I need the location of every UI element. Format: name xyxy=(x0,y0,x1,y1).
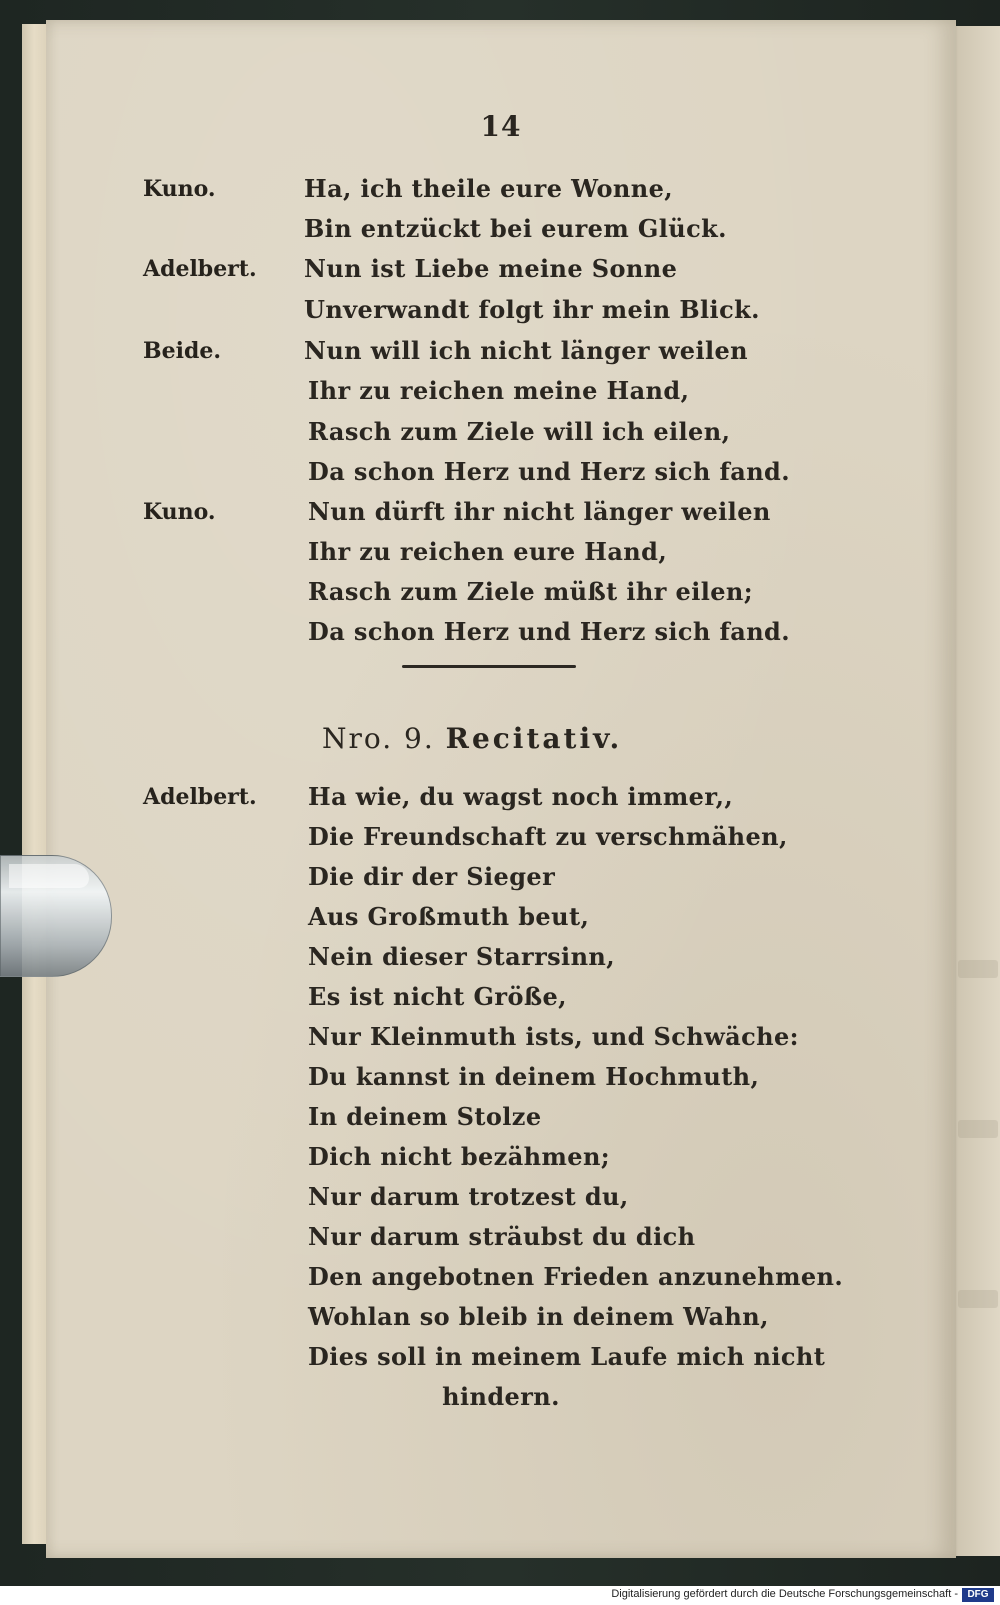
book-page xyxy=(46,20,956,1558)
verse-text: Du kannst in deinem Hochmuth, xyxy=(308,1062,760,1091)
recitativ-text xyxy=(46,20,956,1558)
glass-highlight xyxy=(9,864,89,888)
verse-line xyxy=(46,898,956,938)
verse-line xyxy=(46,1338,956,1378)
verse-text: Dies soll in meinem Laufe mich nicht xyxy=(308,1342,826,1371)
verse-text: hindern. xyxy=(442,1382,560,1411)
verse-text: Nur Kleinmuth ists, und Schwäche: xyxy=(308,1022,799,1051)
verse-line xyxy=(46,978,956,1018)
dfg-logo: DFG xyxy=(962,1588,994,1602)
verse-line xyxy=(46,1258,956,1298)
verse-line xyxy=(46,858,956,898)
verse-text: Unverwandt folgt ihr mein Blick. xyxy=(304,295,760,324)
verse-line xyxy=(46,1018,956,1058)
verse-text: Den angebotnen Frieden anzunehmen. xyxy=(308,1262,844,1291)
verse-line xyxy=(46,778,956,818)
verse-line xyxy=(46,1138,956,1178)
page-number: 14 xyxy=(480,110,522,143)
verse-text: Die Freundschaft zu verschmähen, xyxy=(308,822,788,851)
verse-text: Rasch zum Ziele will ich eilen, xyxy=(308,417,731,446)
verse-line xyxy=(46,1178,956,1218)
verse-line xyxy=(46,818,956,858)
verse-text: Nun ist Liebe meine Sonne xyxy=(304,254,678,283)
verse-line xyxy=(46,938,956,978)
verse-text: Da schon Herz und Herz sich fand. xyxy=(308,617,790,646)
verse-text: Es ist nicht Größe, xyxy=(308,982,567,1011)
verse-line xyxy=(46,1298,956,1338)
verse-text: Da schon Herz und Herz sich fand. xyxy=(308,457,790,486)
verse-line xyxy=(46,1218,956,1258)
facing-page-bleed-mark xyxy=(958,960,998,978)
verse-text: Rasch zum Ziele müßt ihr eilen; xyxy=(308,577,754,606)
verse-text: Nur darum trotzest du, xyxy=(308,1182,629,1211)
verse-text: Wohlan so bleib in deinem Wahn, xyxy=(308,1302,769,1331)
verse-text: Nun dürft ihr nicht länger weilen xyxy=(308,497,771,526)
section-number: Nro. 9. xyxy=(322,722,435,755)
facing-page-bleed-mark xyxy=(958,1290,998,1308)
verse-text: Nein dieser Starrsinn, xyxy=(308,942,616,971)
verse-line xyxy=(46,1098,956,1138)
verse-text: Ihr zu reichen eure Hand, xyxy=(308,537,668,566)
footer-credit: Digitalisierung gefördert durch die Deutsche Forschungsgemeinschaft - xyxy=(611,1588,958,1600)
digitization-footer xyxy=(0,1586,1000,1605)
verse-text: Die dir der Sieger xyxy=(308,862,556,891)
speaker-name: Kuno. xyxy=(143,176,216,202)
verse-text: Dich nicht bezähmen; xyxy=(308,1142,611,1171)
verse-text: Ha wie, du wagst noch immer,, xyxy=(308,782,734,811)
verse-text: Nun will ich nicht länger weilen xyxy=(304,336,749,365)
verse-text: Ha, ich theile eure Wonne, xyxy=(304,174,674,203)
verse-line xyxy=(46,1378,956,1418)
speaker-name: Adelbert. xyxy=(143,784,257,810)
verse-line xyxy=(46,1058,956,1098)
section-title: Recitativ. xyxy=(445,722,623,755)
verse-text: Nur darum sträubst du dich xyxy=(308,1222,696,1251)
verse-text: Bin entzückt bei eurem Glück. xyxy=(304,214,727,243)
speaker-name: Adelbert. xyxy=(143,256,257,282)
verse-text: Aus Großmuth beut, xyxy=(308,902,590,931)
verse-text: Ihr zu reichen meine Hand, xyxy=(308,376,690,405)
speaker-name: Beide. xyxy=(143,338,221,364)
facing-page-bleed-mark xyxy=(958,1120,998,1138)
verse-text: In deinem Stolze xyxy=(308,1102,542,1131)
speaker-name: Kuno. xyxy=(143,499,216,525)
